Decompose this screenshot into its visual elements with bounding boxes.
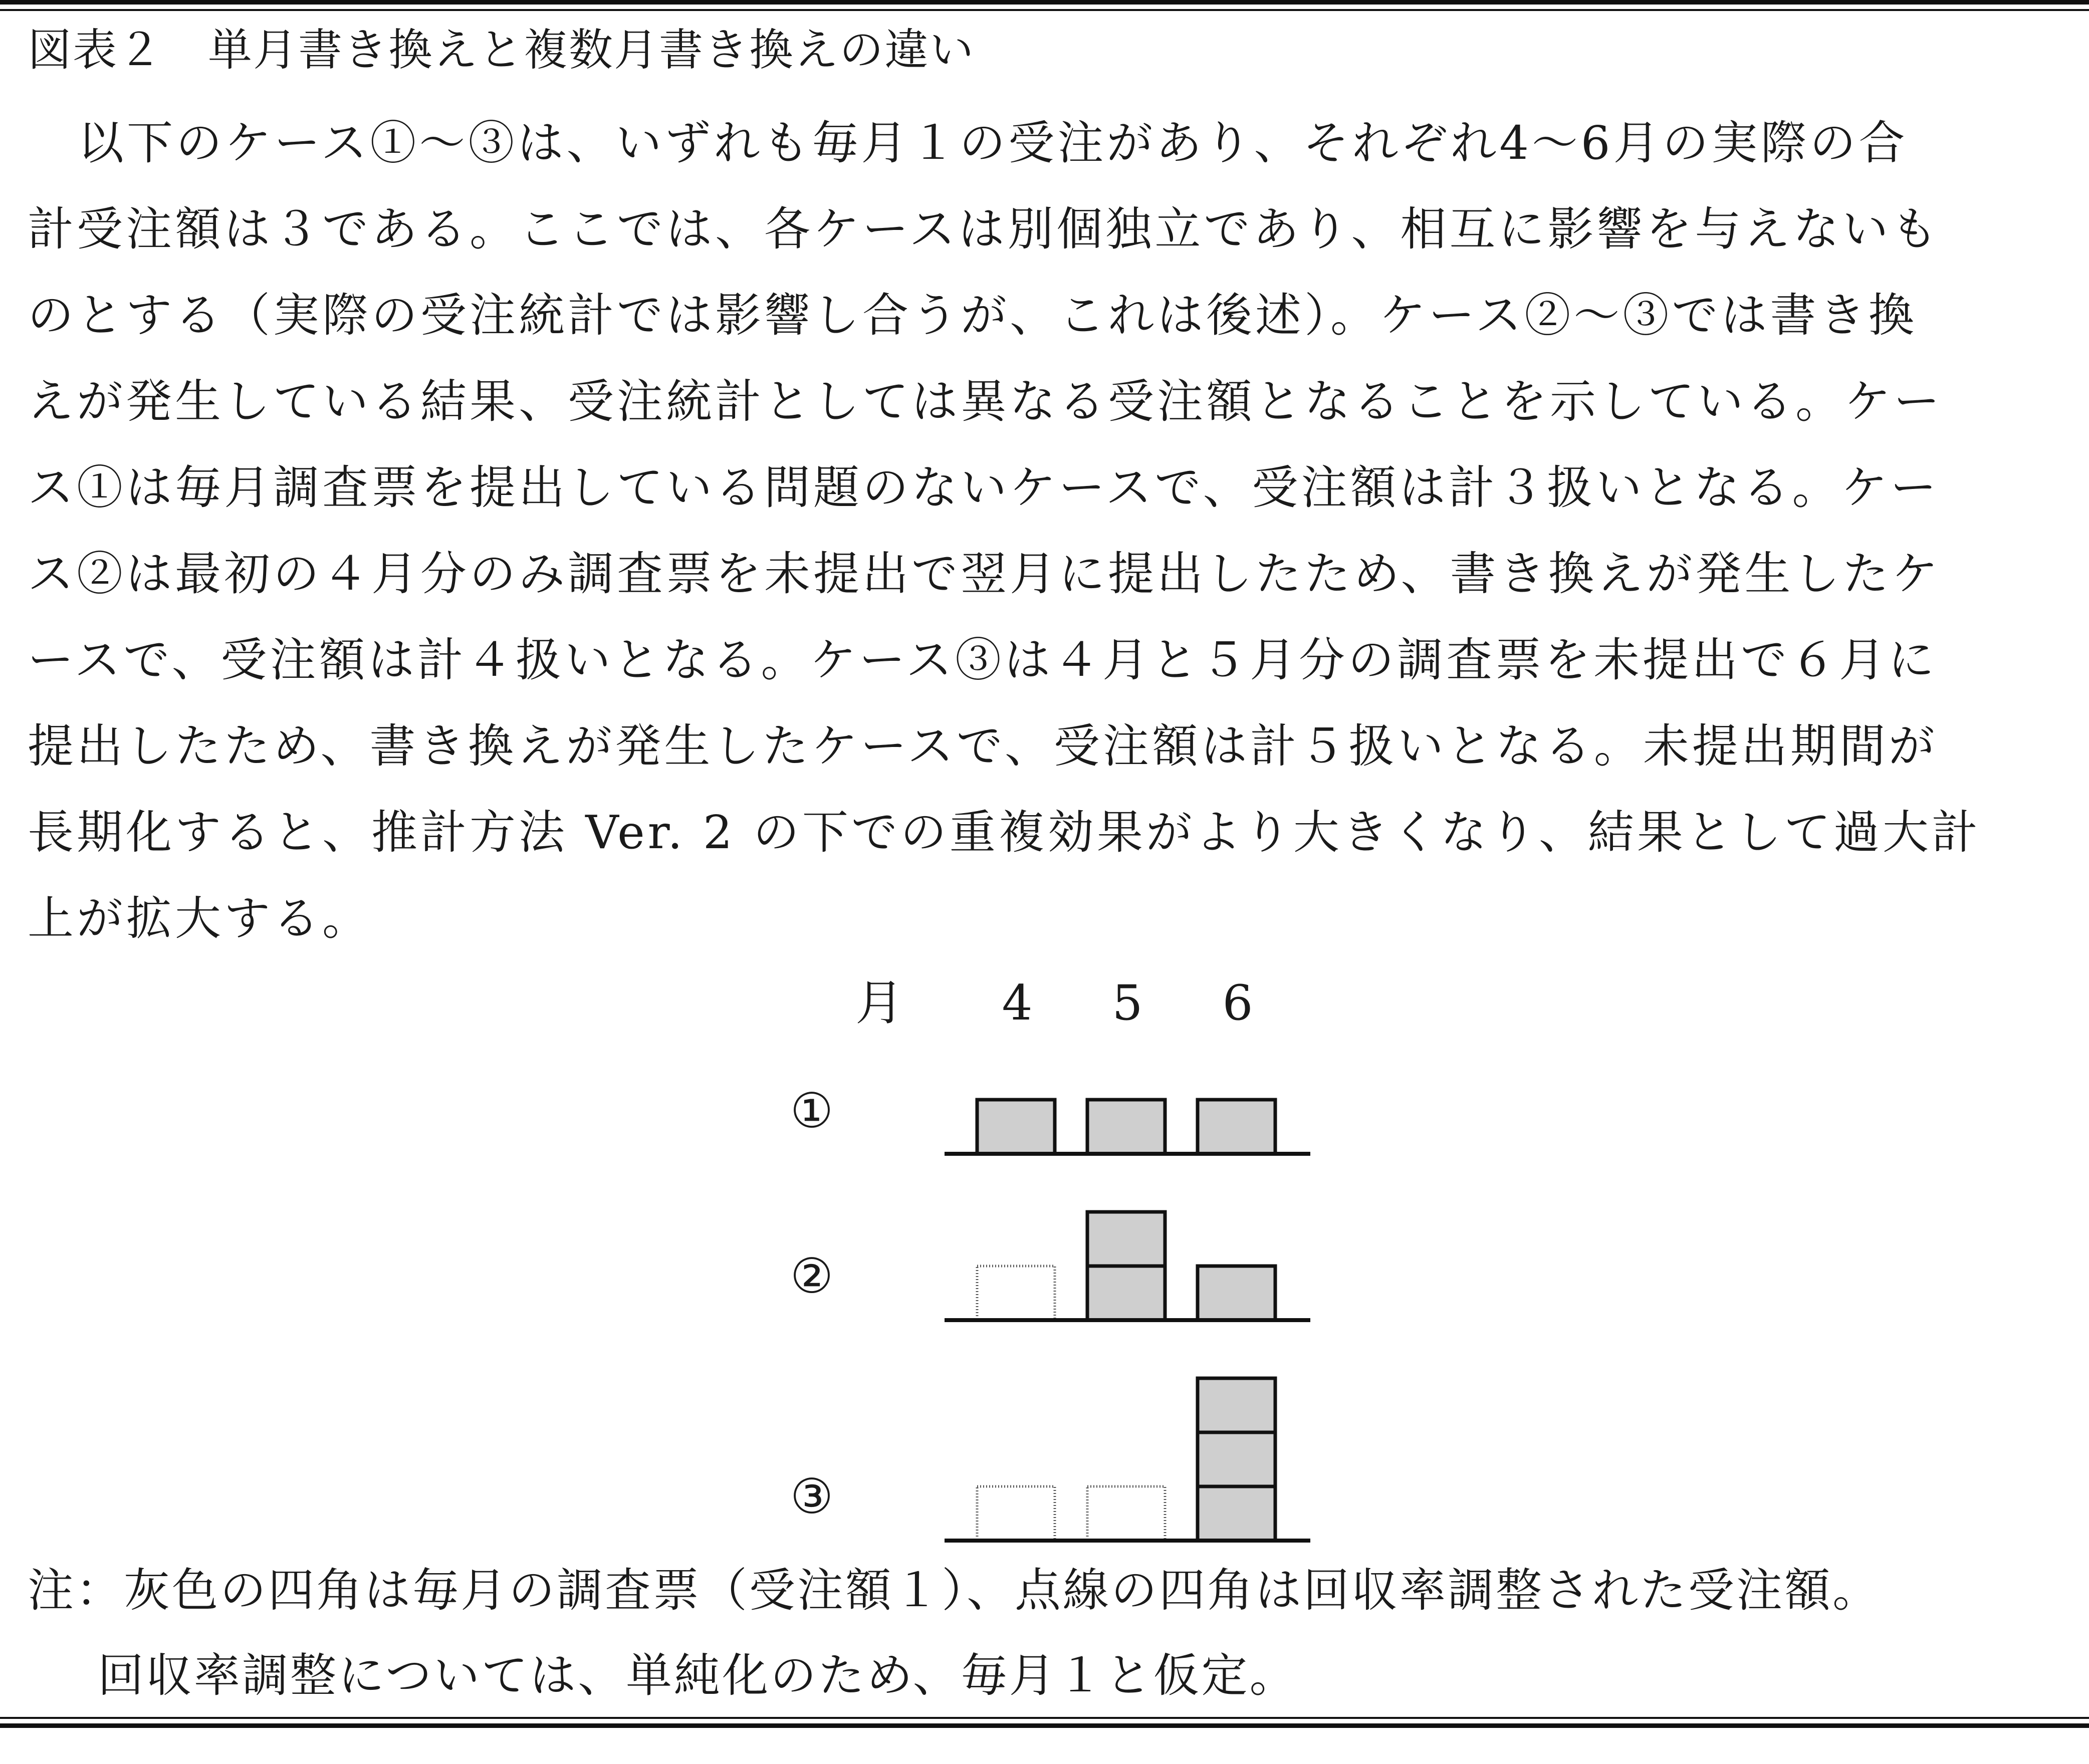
top-rule-outer (0, 0, 2089, 5)
body-paragraph (28, 100, 2062, 962)
paragraph-line: 提出したため、書き換えが発生したケースで、受注額は計５扱いとなる。未提出期間が (28, 719, 1938, 773)
paragraph-line: 上が拡大する。 (28, 892, 372, 945)
gray-survey-box (1198, 1266, 1275, 1320)
figure-note (28, 1548, 2062, 1718)
paragraph-line: ス①は毎月調査票を提出している問題のないケースで、受注額は計３扱いとなる。ケー (28, 461, 1940, 515)
paragraph-line: ースで、受注額は計４扱いとなる。ケース③は４月と５月分の調査票を未提出で６月に (28, 633, 1937, 687)
gray-survey-box (1087, 1266, 1165, 1320)
dotted-adjusted-box (1087, 1486, 1165, 1541)
gray-survey-box (1198, 1432, 1275, 1486)
gray-survey-box (1087, 1212, 1165, 1266)
dotted-adjusted-box (977, 1486, 1055, 1541)
gray-survey-box (1198, 1100, 1275, 1154)
gray-survey-box (1198, 1486, 1275, 1541)
gray-survey-box (977, 1100, 1055, 1154)
bottom-rule-inner (0, 1717, 2089, 1719)
dotted-adjusted-box (977, 1266, 1055, 1320)
month-label-4: 4 (1002, 975, 1033, 1031)
paragraph-line: えが発生している結果、受注統計としては異なる受注額となることを示している。ケー (28, 375, 1943, 428)
note-line: 注：灰色の四角は毎月の調査票（受注額１）、点線の四角は回収率調整された受注額。 (28, 1564, 1881, 1617)
month-header-label: 月 (855, 975, 903, 1031)
box-stacks (945, 1100, 1310, 1541)
gray-survey-box (1087, 1100, 1165, 1154)
paragraph-line: 以下のケース①～③は、いずれも毎月１の受注があり、それぞれ4～6月の実際の合 (78, 116, 1908, 170)
gray-survey-box (1198, 1378, 1275, 1432)
paragraph-line: 計受注額は３である。ここでは、各ケースは別個独立であり、相互に影響を与えないも (28, 202, 1941, 256)
paragraph-line: のとする（実際の受注統計では影響し合うが、これは後述）。ケース②～③では書き換 (28, 289, 1918, 342)
case-label-2: ② (790, 1248, 834, 1304)
top-rule-inner (0, 9, 2089, 11)
paragraph-line: 長期化すると、推計方法 Ver. 2 の下での重複効果がより大きくなり、結果として過大計 (28, 806, 1981, 859)
case-label-1: ① (790, 1083, 834, 1139)
month-label-6: 6 (1222, 975, 1253, 1031)
bottom-rule-outer (0, 1723, 2089, 1728)
paragraph-line: ス②は最初の４月分のみ調査票を未提出で翌月に提出したため、書き換えが発生したケ (28, 547, 1941, 601)
month-label-5: 5 (1112, 975, 1143, 1031)
case-label-3: ③ (790, 1468, 834, 1525)
figure-title: 図表２ 単月書き換えと複数月書き換えの違い (28, 24, 975, 76)
note-line: 回収率調整については、単純化のため、毎月１と仮定。 (98, 1649, 1298, 1702)
